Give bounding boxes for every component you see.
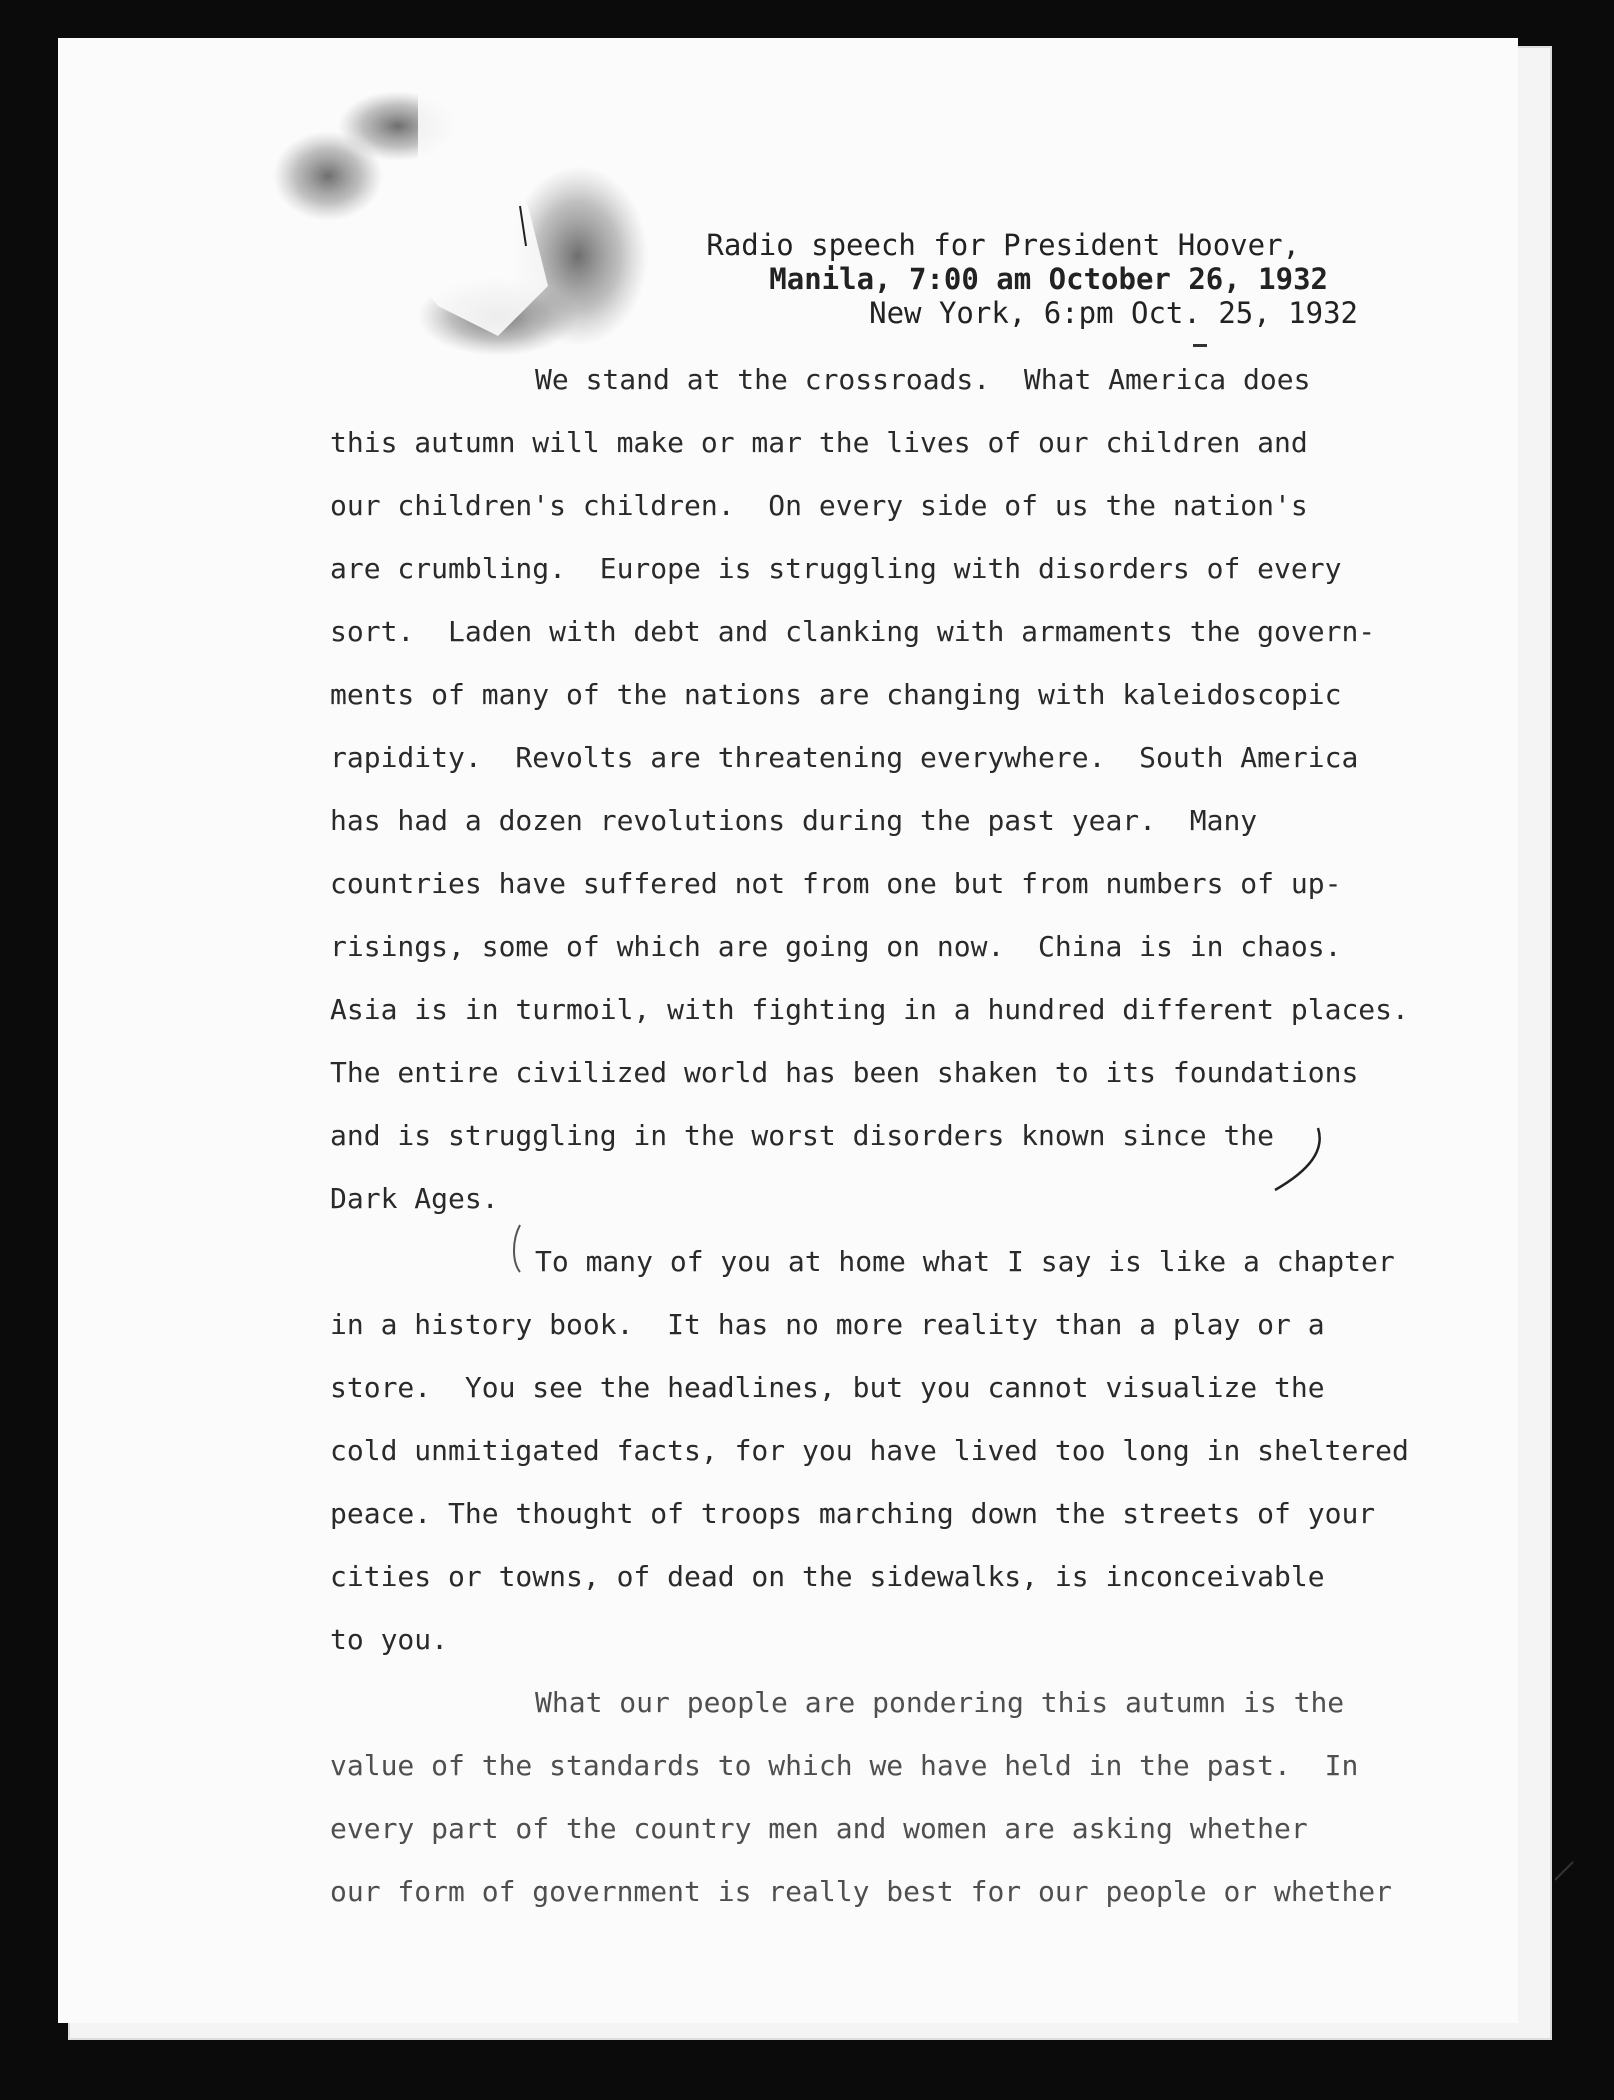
text-line: ments of many of the nations are changing with kaleidoscopic: [330, 678, 1342, 711]
text-line: What our people are pondering this autumn is the: [535, 1686, 1345, 1719]
header-dash: [1193, 344, 1207, 347]
ink-stain: [268, 86, 688, 386]
document-header: [706, 228, 1358, 330]
text-line: in a history book. It has no more reality than a play or a: [330, 1308, 1325, 1341]
text-line: and is struggling in the worst disorders known since the: [330, 1119, 1275, 1152]
text-line: cold unmitigated facts, for you have lived too long in sheltered: [330, 1434, 1409, 1467]
text-line: peace. The thought of troops marching down the streets of your: [330, 1497, 1376, 1530]
text-line: value of the standards to which we have held in the past. In: [330, 1749, 1359, 1782]
text-line: our form of government is really best for our people or whether: [330, 1875, 1393, 1908]
text-line: store. You see the headlines, but you cannot visualize the: [330, 1371, 1325, 1404]
text-line: The entire civilized world has been shaken to its foundations: [330, 1056, 1359, 1089]
header-line-3: New York, 6:pm Oct. 25, 1932: [869, 296, 1358, 330]
text-line: rapidity. Revolts are threatening everywhere. South America: [330, 741, 1359, 774]
text-line: risings, some of which are going on now. China is in chaos.: [330, 930, 1342, 963]
text-line: Dark Ages.: [330, 1182, 499, 1215]
text-line: to you.: [330, 1623, 449, 1656]
header-line-2: Manila, 7:00 am October 26, 1932: [769, 262, 1328, 296]
header-line-1: Radio speech for President Hoover,: [706, 228, 1300, 262]
paragraph-1: [330, 348, 1490, 1230]
paragraph-3: [330, 1671, 1490, 1923]
text-line: To many of you at home what I say is like a chapter: [535, 1245, 1395, 1278]
text-line: sort. Laden with debt and clanking with armaments the govern-: [330, 615, 1376, 648]
text-line: has had a dozen revolutions during the past year. Many: [330, 804, 1258, 837]
text-line: our children's children. On every side of us the nation's: [330, 489, 1308, 522]
text-line: every part of the country men and women are asking whether: [330, 1812, 1308, 1845]
speech-body: [330, 348, 1490, 1923]
text-line: We stand at the crossroads. What America does: [535, 363, 1311, 396]
text-line: Asia is in turmoil, with fighting in a hundred different places.: [330, 993, 1409, 1026]
text-line: cities or towns, of dead on the sidewalks, is inconceivable: [330, 1560, 1325, 1593]
text-line: this autumn will make or mar the lives of our children and: [330, 426, 1308, 459]
text-line: countries have suffered not from one but from numbers of up-: [330, 867, 1342, 900]
text-line: are crumbling. Europe is struggling with disorders of every: [330, 552, 1342, 585]
paragraph-2: [330, 1230, 1490, 1671]
